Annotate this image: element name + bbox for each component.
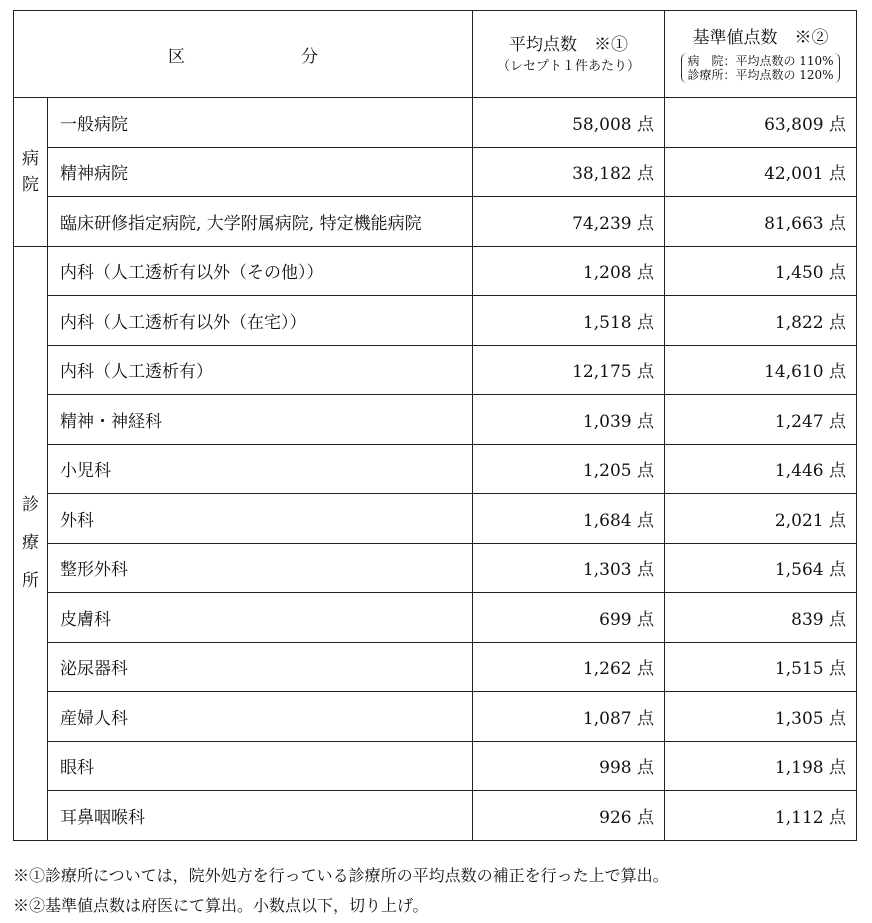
footnote-2: ※②基準値点数は府医にて算出。小数点以下，切り上げ。 <box>13 896 429 915</box>
row-average: 998 点 <box>473 741 665 791</box>
group-clinic: 診 療 所 <box>14 246 48 840</box>
row-standard: 42,001 点 <box>665 147 857 197</box>
row-name: 泌尿器科 <box>48 642 473 692</box>
row-name: 内科（人工透析有） <box>48 345 473 395</box>
row-name: 小児科 <box>48 444 473 494</box>
table-row <box>14 444 857 494</box>
row-standard: 1,198 点 <box>665 741 857 791</box>
row-name: 一般病院 <box>48 98 473 148</box>
row-average: 12,175 点 <box>473 345 665 395</box>
table-row <box>14 791 857 841</box>
row-name: 外科 <box>48 494 473 544</box>
table-row <box>14 741 857 791</box>
header-standard-points <box>665 11 857 98</box>
row-standard: 81,663 点 <box>665 197 857 247</box>
row-standard: 1,564 点 <box>665 543 857 593</box>
row-name: 精神病院 <box>48 147 473 197</box>
row-name: 産婦人科 <box>48 692 473 742</box>
table-row <box>14 296 857 346</box>
row-standard: 839 点 <box>665 593 857 643</box>
row-standard: 1,822 点 <box>665 296 857 346</box>
row-name: 臨床研修指定病院, 大学附属病院, 特定機能病院 <box>48 197 473 247</box>
row-average: 38,182 点 <box>473 147 665 197</box>
row-average: 1,039 点 <box>473 395 665 445</box>
row-name: 整形外科 <box>48 543 473 593</box>
row-standard: 1,247 点 <box>665 395 857 445</box>
row-average: 58,008 点 <box>473 98 665 148</box>
row-name: 眼科 <box>48 741 473 791</box>
row-name: 耳鼻咽喉科 <box>48 791 473 841</box>
table-body <box>14 98 857 841</box>
row-average: 1,205 点 <box>473 444 665 494</box>
row-standard: 63,809 点 <box>665 98 857 148</box>
row-average: 74,239 点 <box>473 197 665 247</box>
row-standard: 1,446 点 <box>665 444 857 494</box>
table-row <box>14 197 857 247</box>
table-header-row <box>14 11 857 98</box>
row-average: 1,518 点 <box>473 296 665 346</box>
row-standard: 14,610 点 <box>665 345 857 395</box>
row-average: 1,684 点 <box>473 494 665 544</box>
footnote-1: ※①診療所については，院外処方を行っている診療所の平均点数の補正を行った上で算出。 <box>13 866 669 885</box>
header-average-points <box>473 11 665 98</box>
row-average: 1,303 点 <box>473 543 665 593</box>
header-average-subtitle: （レセプト１件あたり） <box>496 59 640 74</box>
header-standard-note: 病 院：平均点数の 110% 診療所：平均点数の 120% <box>681 53 839 83</box>
row-name: 内科（人工透析有以外（その他）） <box>48 246 473 296</box>
row-standard: 1,515 点 <box>665 642 857 692</box>
group-hospital: 病 院 <box>14 98 48 247</box>
row-standard: 1,305 点 <box>665 692 857 742</box>
row-average: 926 点 <box>473 791 665 841</box>
row-name: 精神・神経科 <box>48 395 473 445</box>
table-row <box>14 98 857 148</box>
row-standard: 1,450 点 <box>665 246 857 296</box>
header-kubun: 区 分 <box>14 11 473 98</box>
table-row <box>14 246 857 296</box>
row-average: 699 点 <box>473 593 665 643</box>
points-table <box>13 10 857 841</box>
table-row <box>14 543 857 593</box>
table-row <box>14 593 857 643</box>
row-standard: 2,021 点 <box>665 494 857 544</box>
header-average-title: 平均点数 ※① <box>509 35 628 55</box>
row-name: 内科（人工透析有以外（在宅）） <box>48 296 473 346</box>
row-name: 皮膚科 <box>48 593 473 643</box>
table-row <box>14 642 857 692</box>
row-average: 1,262 点 <box>473 642 665 692</box>
table-row <box>14 692 857 742</box>
row-average: 1,087 点 <box>473 692 665 742</box>
row-average: 1,208 点 <box>473 246 665 296</box>
header-standard-title: 基準値点数 ※② <box>692 28 829 48</box>
table-row <box>14 395 857 445</box>
row-standard: 1,112 点 <box>665 791 857 841</box>
table-row <box>14 494 857 544</box>
table-row <box>14 345 857 395</box>
table-row <box>14 147 857 197</box>
